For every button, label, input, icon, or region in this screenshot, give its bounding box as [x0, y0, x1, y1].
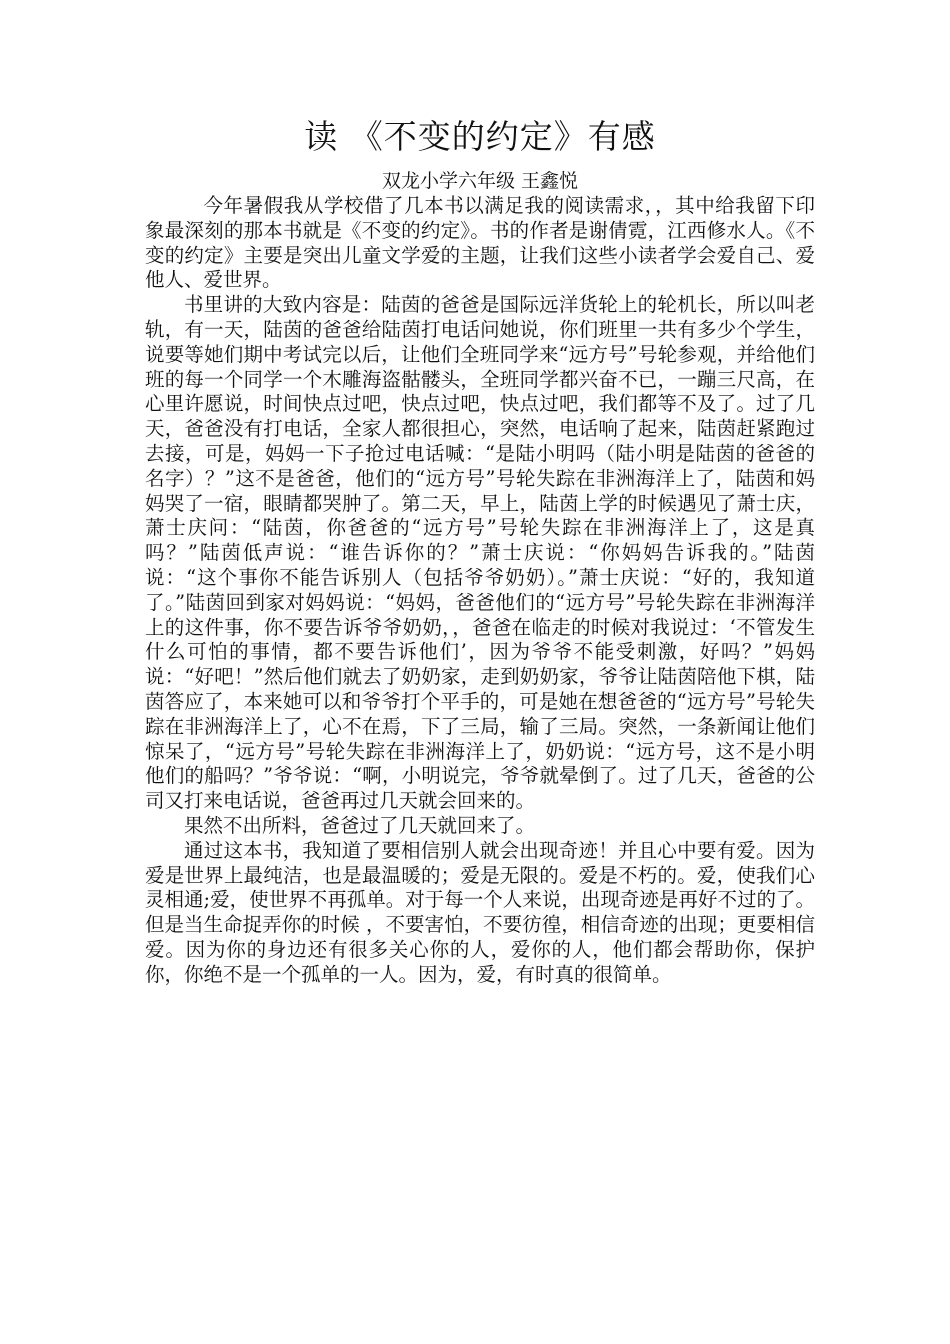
- paragraph-intro: 今年暑假我从学校借了几本书以满足我的阅读需求，，其中给我留下印象最深刻的那本书就是《不变的约定》。书的作者是谢倩霓，江西修水人。《不变的约定》主要是突出儿童文学爱的主题，让我们这些小读者学会爱自己、爱他人、爱世界。: [145, 194, 815, 292]
- paragraph-outcome: 果然不出所料，爸爸过了几天就回来了。: [184, 813, 536, 837]
- paragraph-summary: 书里讲的大致内容是：陆茵的爸爸是国际远洋货轮上的轮机长，所以叫老轨，有一天，陆茵的爸爸给陆茵打电话问她说，你们班里一共有多少个学生，说要等她们期中考试完以后，让他们全班同学来“远方号”号轮参观，并给他们班的每一个同学一个木雕海盗骷髅头，全班同学都兴奋不已，一蹦三尺高，在心里许愿说，时间快点过吧，快点过吧，快点过吧，我们都等不及了。过了几天，爸爸没有打电话，全家人都很担心，突然，电话响了起来，陆茵赶紧跑过去接，可是，妈妈一下子抢过电话喊：“是陆小明吗（陆小明是陆茵的爸爸的名字）？”这不是爸爸，他们的“远方号”号轮失踪在非洲海洋上了，陆茵和妈妈哭了一宿，眼睛都哭肿了。第二天，早上，陆茵上学的时候遇见了萧士庆，萧士庆问：“陆茵，你爸爸的“远方号”号轮失踪在非洲海洋上了，这是真吗？”陆茵低声说：“谁告诉你的？”萧士庆说：“你妈妈告诉我的。”陆茵说：“这个事你不能告诉别人（包括爷爷奶奶）。”萧士庆说：“好的，我知道了。”陆茵回到家对妈妈说：“妈妈，爸爸他们的“远方号”号轮失踪在非洲海洋上的这件事，你不要告诉爷爷奶奶，，爸爸在临走的时候对我说过：‘不管发生什么可怕的事情，都不要告诉他们’，因为爷爷不能受刺激，好吗？”妈妈说：“好吧！”然后他们就去了奶奶家，走到奶奶家，爷爷让陆茵陪他下棋，陆茵答应了，本来她可以和爷爷打个平手的，可是她在想爸爸的“远方号”号轮失踪在非洲海洋上了，心不在焉，下了三局，输了三局。突然，一条新闻让他们惊呆了，“远方号”号轮失踪在非洲海洋上了，奶奶说：“远方号，这不是小明他们的船吗？”爷爷说：“啊，小明说完，爷爷就晕倒了。过了几天，爸爸的公司又打来电话说，爸爸再过几天就会回来的。: [145, 293, 815, 813]
- document-page: [145, 112, 815, 988]
- author-byline: 双龙小学六年级 王鑫悦: [381, 170, 579, 192]
- paragraph-reflection: 通过这本书，我知道了要相信别人就会出现奇迹！并且心中要有爱。因为爱是世界上最纯洁，也是最温暖的；爱是无限的。爱是不朽的。爱，使我们心灵相通;爱，使世界不再孤单。对于每一个人来说，出现奇迹是再好不过的了。但是当生命捉弄你的时候 ，不要害怕，不要彷徨，相信奇迹的出现；更要相信爱。因为你的身边还有很多关心你的人，爱你的人，他们都会帮助你，保护你，你绝不是一个孤单的一人。因为，爱，有时真的很简单。: [145, 838, 815, 986]
- document-title: 读 《不变的约定》有感: [304, 117, 656, 156]
